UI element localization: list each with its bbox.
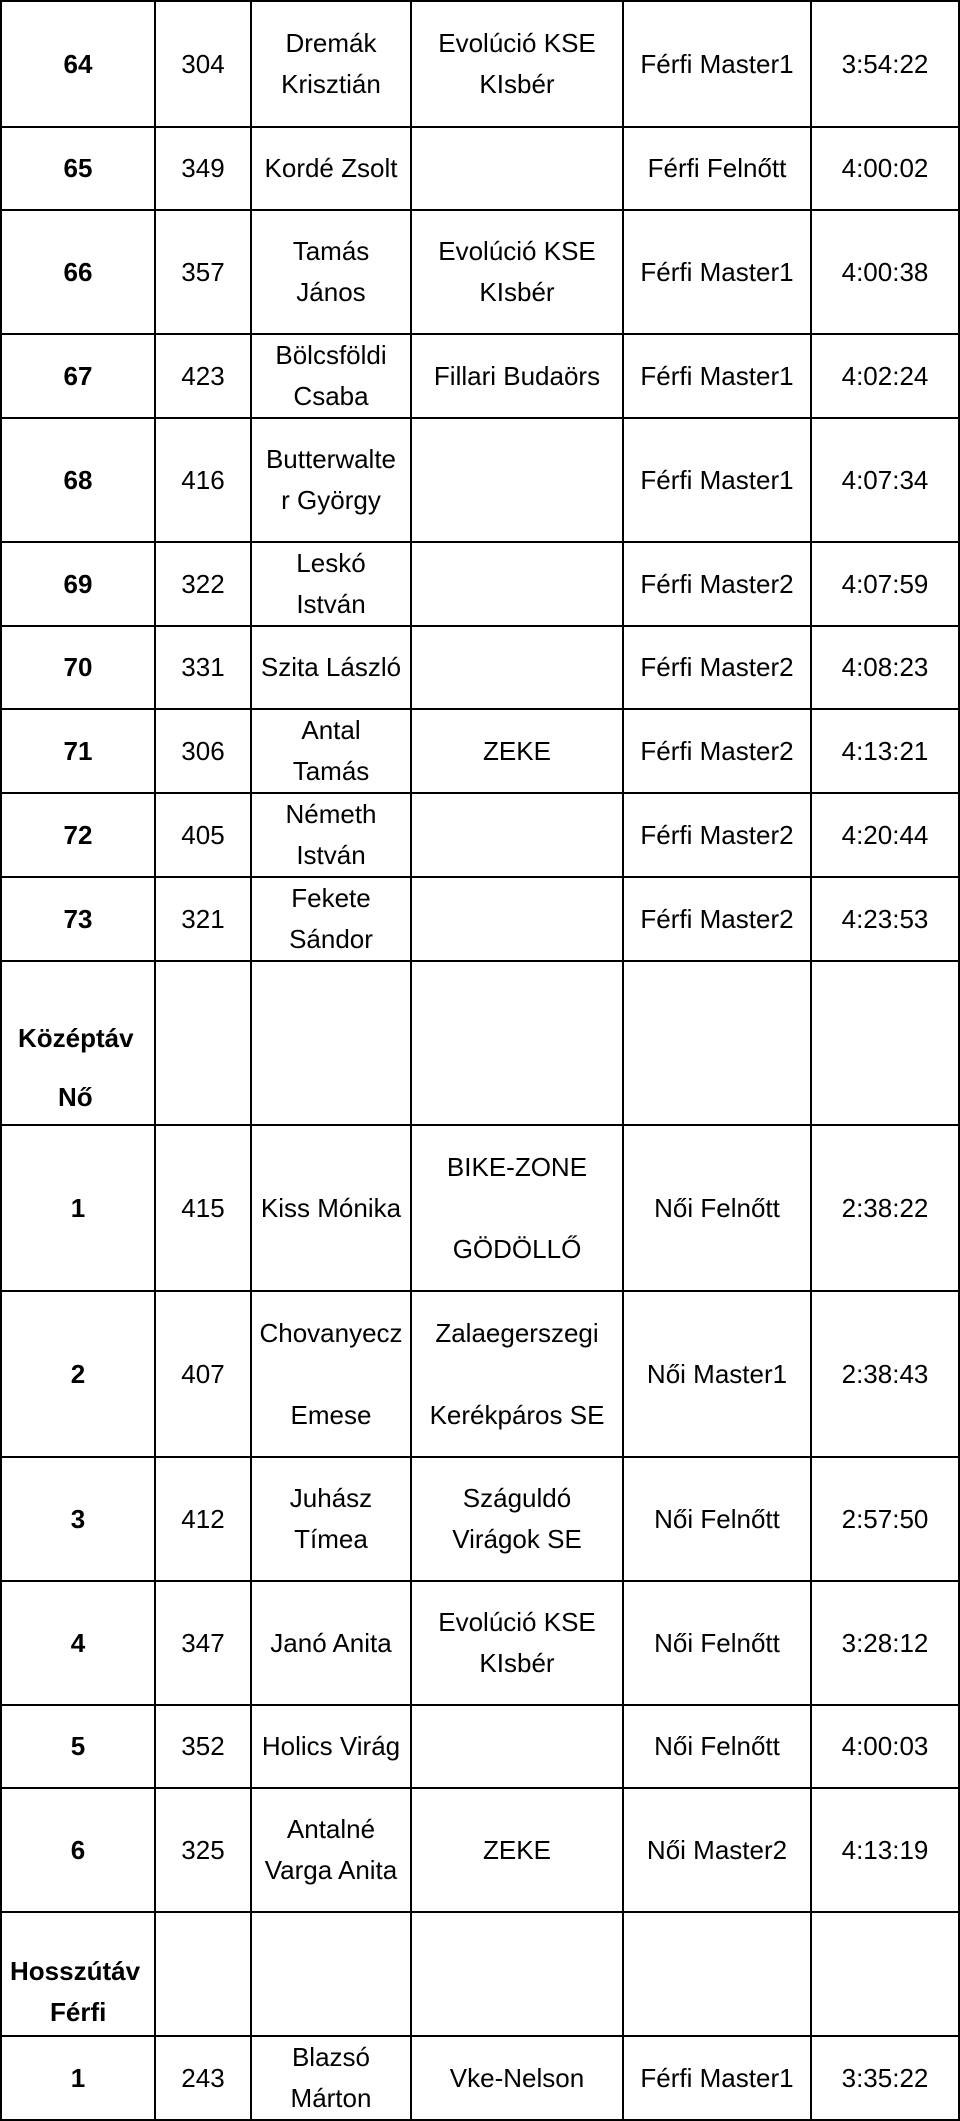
start-number-cell: 405 bbox=[155, 793, 251, 877]
name-cell bbox=[251, 1457, 411, 1581]
name-line: Márton bbox=[290, 2083, 372, 2113]
table-row bbox=[1, 1705, 959, 1788]
name-cell bbox=[251, 709, 411, 793]
club-cell bbox=[411, 418, 623, 542]
section-row bbox=[1, 1912, 959, 2036]
section-label bbox=[1, 1912, 155, 2036]
time-cell: 2:38:43 bbox=[811, 1291, 959, 1457]
time-cell: 4:23:53 bbox=[811, 877, 959, 961]
table-row bbox=[1, 1125, 959, 1291]
club-line: Evolúció KSE bbox=[438, 236, 596, 266]
section-label-line: Nő bbox=[58, 1082, 93, 1112]
category-cell: Női Master2 bbox=[623, 1788, 811, 1912]
section-label bbox=[1, 961, 155, 1125]
start-number-cell: 331 bbox=[155, 626, 251, 709]
rank-cell: 65 bbox=[1, 127, 155, 210]
table-row bbox=[1, 793, 959, 877]
name-line: Juhász bbox=[289, 1483, 373, 1513]
category-cell: Férfi Master2 bbox=[623, 626, 811, 709]
club-line: Evolúció KSE bbox=[438, 28, 596, 58]
start-number-cell: 347 bbox=[155, 1581, 251, 1705]
name-cell bbox=[251, 1, 411, 127]
rank-cell: 72 bbox=[1, 793, 155, 877]
table-row bbox=[1, 1457, 959, 1581]
table-row bbox=[1, 1, 959, 127]
category-cell: Női Felnőtt bbox=[623, 1705, 811, 1788]
table-row bbox=[1, 542, 959, 626]
time-cell: 4:13:21 bbox=[811, 709, 959, 793]
table-row bbox=[1, 334, 959, 418]
rank-cell: 71 bbox=[1, 709, 155, 793]
category-cell: Női Felnőtt bbox=[623, 1581, 811, 1705]
name-cell bbox=[251, 418, 411, 542]
club-cell bbox=[411, 1581, 623, 1705]
club-line: Vke-Nelson bbox=[449, 2062, 585, 2093]
rank-cell: 2 bbox=[1, 1291, 155, 1457]
name-line: Csaba bbox=[293, 381, 369, 411]
rank-cell: 69 bbox=[1, 542, 155, 626]
club-line: KIsbér bbox=[479, 277, 555, 307]
name-line: Blazsó bbox=[291, 2042, 371, 2072]
category-cell: Férfi Master1 bbox=[623, 2036, 811, 2120]
empty-cell bbox=[155, 961, 251, 1125]
start-number-cell: 321 bbox=[155, 877, 251, 961]
time-cell: 2:38:22 bbox=[811, 1125, 959, 1291]
name-cell bbox=[251, 2036, 411, 2120]
time-cell: 4:00:02 bbox=[811, 127, 959, 210]
club-cell bbox=[411, 542, 623, 626]
name-line: Krisztián bbox=[281, 69, 381, 99]
category-cell: Férfi Master2 bbox=[623, 709, 811, 793]
club-line: Zalaegerszegi bbox=[435, 1317, 599, 1348]
club-cell bbox=[411, 210, 623, 334]
empty-cell bbox=[251, 1912, 411, 2036]
time-cell: 4:00:38 bbox=[811, 210, 959, 334]
name-line: Janó Anita bbox=[270, 1627, 392, 1658]
start-number-cell: 412 bbox=[155, 1457, 251, 1581]
rank-cell: 66 bbox=[1, 210, 155, 334]
name-line: Leskó bbox=[296, 548, 366, 578]
table-row bbox=[1, 1581, 959, 1705]
start-number-cell: 349 bbox=[155, 127, 251, 210]
name-line: Szita László bbox=[260, 652, 402, 682]
club-line: Száguldó bbox=[462, 1483, 572, 1513]
name-line: István bbox=[296, 589, 366, 619]
name-line: Antalné bbox=[286, 1814, 376, 1844]
name-cell bbox=[251, 334, 411, 418]
name-cell bbox=[251, 877, 411, 961]
empty-cell bbox=[623, 961, 811, 1125]
empty-cell bbox=[811, 1912, 959, 2036]
name-line: János bbox=[296, 277, 366, 307]
name-cell bbox=[251, 127, 411, 210]
start-number-cell: 304 bbox=[155, 1, 251, 127]
club-line: GÖDÖLLŐ bbox=[452, 1233, 582, 1264]
name-line: Emese bbox=[290, 1399, 372, 1430]
start-number-cell: 352 bbox=[155, 1705, 251, 1788]
name-cell bbox=[251, 1581, 411, 1705]
rank-cell: 73 bbox=[1, 877, 155, 961]
table-row bbox=[1, 709, 959, 793]
name-cell bbox=[251, 1788, 411, 1912]
category-cell: Férfi Master1 bbox=[623, 418, 811, 542]
club-cell bbox=[411, 2036, 623, 2120]
table-row bbox=[1, 1788, 959, 1912]
name-line: Sándor bbox=[289, 924, 373, 954]
name-line: Kordé Zsolt bbox=[264, 153, 398, 183]
category-cell: Férfi Master2 bbox=[623, 793, 811, 877]
rank-cell: 67 bbox=[1, 334, 155, 418]
time-cell: 3:54:22 bbox=[811, 1, 959, 127]
name-cell bbox=[251, 793, 411, 877]
category-cell: Férfi Master2 bbox=[623, 542, 811, 626]
section-label-line: Férfi bbox=[50, 1997, 107, 2027]
name-line: Bölcsföldi bbox=[275, 340, 387, 370]
start-number-cell: 357 bbox=[155, 210, 251, 334]
name-line: Tamás bbox=[292, 756, 370, 786]
table-row bbox=[1, 418, 959, 542]
time-cell: 2:57:50 bbox=[811, 1457, 959, 1581]
club-cell bbox=[411, 1, 623, 127]
club-cell bbox=[411, 127, 623, 210]
club-cell bbox=[411, 1291, 623, 1457]
time-cell: 4:13:19 bbox=[811, 1788, 959, 1912]
time-cell: 3:28:12 bbox=[811, 1581, 959, 1705]
table-row bbox=[1, 127, 959, 210]
club-line: Virágok SE bbox=[452, 1524, 582, 1554]
name-line: Antal bbox=[301, 715, 361, 745]
rank-cell: 5 bbox=[1, 1705, 155, 1788]
start-number-cell: 407 bbox=[155, 1291, 251, 1457]
rank-cell: 4 bbox=[1, 1581, 155, 1705]
time-cell: 4:08:23 bbox=[811, 626, 959, 709]
start-number-cell: 423 bbox=[155, 334, 251, 418]
start-number-cell: 322 bbox=[155, 542, 251, 626]
rank-cell: 70 bbox=[1, 626, 155, 709]
empty-cell bbox=[623, 1912, 811, 2036]
empty-cell bbox=[811, 961, 959, 1125]
name-cell bbox=[251, 1125, 411, 1291]
name-line: Butterwalte bbox=[265, 444, 397, 474]
category-cell: Férfi Felnőtt bbox=[623, 127, 811, 210]
time-cell: 4:02:24 bbox=[811, 334, 959, 418]
club-cell bbox=[411, 1705, 623, 1788]
club-line: ZEKE bbox=[483, 1834, 551, 1865]
name-cell bbox=[251, 1291, 411, 1457]
time-cell: 4:00:03 bbox=[811, 1705, 959, 1788]
rank-cell: 68 bbox=[1, 418, 155, 542]
name-line: Tamás bbox=[292, 236, 370, 266]
club-cell bbox=[411, 877, 623, 961]
club-cell bbox=[411, 1457, 623, 1581]
club-line: KIsbér bbox=[479, 69, 555, 99]
club-cell bbox=[411, 793, 623, 877]
table-row bbox=[1, 2036, 959, 2120]
table-row bbox=[1, 1291, 959, 1457]
name-line: Németh bbox=[285, 799, 377, 829]
name-line bbox=[252, 1354, 410, 1395]
time-cell: 4:20:44 bbox=[811, 793, 959, 877]
category-cell: Férfi Master1 bbox=[623, 334, 811, 418]
rank-cell: 6 bbox=[1, 1788, 155, 1912]
name-line: Dremák bbox=[285, 28, 377, 58]
time-cell: 4:07:34 bbox=[811, 418, 959, 542]
name-cell bbox=[251, 210, 411, 334]
empty-cell bbox=[155, 1912, 251, 2036]
category-cell: Női Master1 bbox=[623, 1291, 811, 1457]
name-line: Tímea bbox=[294, 1524, 368, 1554]
start-number-cell: 325 bbox=[155, 1788, 251, 1912]
club-line bbox=[412, 1354, 622, 1395]
club-line: KIsbér bbox=[479, 1648, 555, 1678]
club-cell bbox=[411, 626, 623, 709]
name-cell bbox=[251, 1705, 411, 1788]
club-line: Kerékpáros SE bbox=[429, 1399, 605, 1430]
name-cell bbox=[251, 542, 411, 626]
category-cell: Női Felnőtt bbox=[623, 1125, 811, 1291]
name-line: Holics Virág bbox=[261, 1731, 401, 1761]
club-cell bbox=[411, 1788, 623, 1912]
section-label-line: Középtáv bbox=[18, 1023, 134, 1053]
club-line: Evolúció KSE bbox=[438, 1607, 596, 1637]
empty-cell bbox=[411, 961, 623, 1125]
name-line: r György bbox=[281, 485, 381, 515]
section-row bbox=[1, 961, 959, 1125]
section-label-line: Hosszútáv bbox=[10, 1956, 141, 1986]
category-cell: Férfi Master1 bbox=[623, 210, 811, 334]
name-line: Chovanyecz bbox=[259, 1317, 403, 1348]
category-cell: Női Felnőtt bbox=[623, 1457, 811, 1581]
category-cell: Férfi Master2 bbox=[623, 877, 811, 961]
start-number-cell: 416 bbox=[155, 418, 251, 542]
time-cell: 4:07:59 bbox=[811, 542, 959, 626]
table-row bbox=[1, 626, 959, 709]
rank-cell: 64 bbox=[1, 1, 155, 127]
name-line: Kiss Mónika bbox=[260, 1192, 402, 1223]
start-number-cell: 306 bbox=[155, 709, 251, 793]
name-line: Fekete bbox=[291, 883, 371, 913]
club-line: ZEKE bbox=[483, 735, 551, 766]
start-number-cell: 415 bbox=[155, 1125, 251, 1291]
rank-cell: 1 bbox=[1, 2036, 155, 2120]
club-cell bbox=[411, 709, 623, 793]
empty-cell bbox=[251, 961, 411, 1125]
time-cell: 3:35:22 bbox=[811, 2036, 959, 2120]
category-cell: Férfi Master1 bbox=[623, 1, 811, 127]
table-row bbox=[1, 877, 959, 961]
club-line bbox=[412, 1188, 622, 1229]
rank-cell: 3 bbox=[1, 1457, 155, 1581]
rank-cell: 1 bbox=[1, 1125, 155, 1291]
start-number-cell: 243 bbox=[155, 2036, 251, 2120]
empty-cell bbox=[411, 1912, 623, 2036]
name-line: István bbox=[296, 840, 366, 870]
club-line: Fillari Budaörs bbox=[433, 360, 601, 391]
club-cell bbox=[411, 334, 623, 418]
table-row bbox=[1, 210, 959, 334]
name-line: Varga Anita bbox=[264, 1855, 398, 1885]
name-cell bbox=[251, 626, 411, 709]
club-line: BIKE-ZONE bbox=[446, 1151, 588, 1182]
club-cell bbox=[411, 1125, 623, 1291]
